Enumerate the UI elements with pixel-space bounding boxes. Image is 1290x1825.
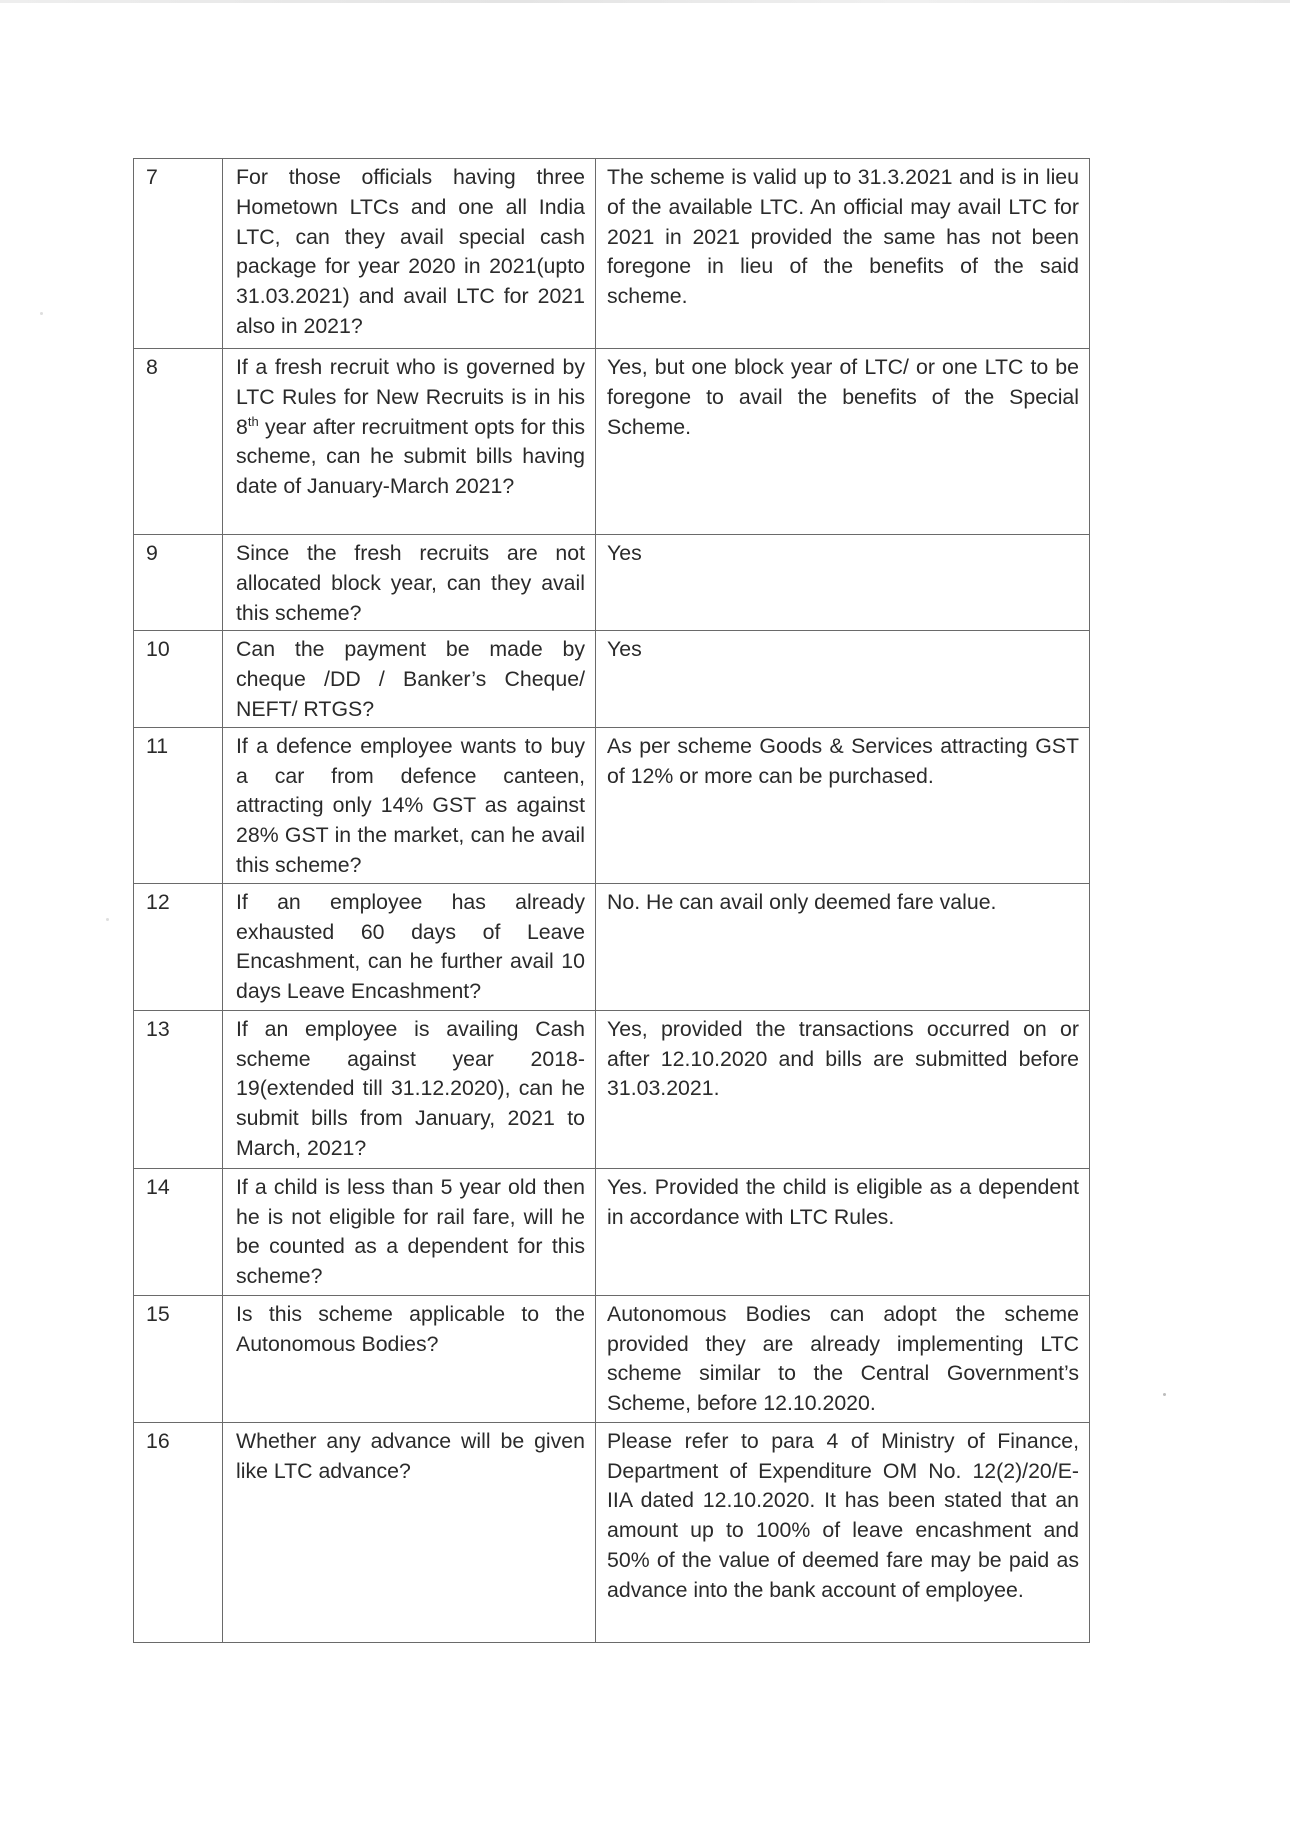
table-row bbox=[134, 883, 1090, 1010]
row-number: 15 bbox=[134, 1295, 223, 1422]
row-number: 13 bbox=[134, 1010, 223, 1168]
answer-cell: Autonomous Bodies can adopt the scheme provided they are already implementing LTC scheme similar to the Central Government’s Scheme, before 12.10.2020. bbox=[596, 1295, 1090, 1422]
table-row bbox=[134, 727, 1090, 883]
answer-cell: Yes, but one block year of LTC/ or one LTC to be foregone to avail the benefits of the Special Scheme. bbox=[596, 349, 1090, 535]
row-number: 16 bbox=[134, 1422, 223, 1642]
question-cell: Is this scheme applicable to the Autonomous Bodies? bbox=[223, 1295, 596, 1422]
table-row bbox=[134, 349, 1090, 535]
answer-cell: Yes bbox=[596, 535, 1090, 631]
question-cell bbox=[223, 349, 596, 535]
answer-cell: No. He can avail only deemed fare value. bbox=[596, 883, 1090, 1010]
answer-cell: As per scheme Goods & Services attracting GST of 12% or more can be purchased. bbox=[596, 727, 1090, 883]
scan-top-edge bbox=[0, 0, 1290, 3]
table-row bbox=[134, 1010, 1090, 1168]
faq-table bbox=[133, 158, 1090, 1643]
question-text-start: If a fresh recruit who is governed by LTC Rules for New Recruits is in his 8 bbox=[236, 355, 585, 439]
answer-cell: Yes bbox=[596, 631, 1090, 727]
question-cell: Whether any advance will be given like LTC advance? bbox=[223, 1422, 596, 1642]
row-number: 14 bbox=[134, 1168, 223, 1295]
table-row bbox=[134, 159, 1090, 349]
table-row bbox=[134, 631, 1090, 727]
answer-cell: Yes, provided the transactions occurred on or after 12.10.2020 and bills are submitted before 31.03.2021. bbox=[596, 1010, 1090, 1168]
question-cell: If a child is less than 5 year old then he is not eligible for rail fare, will he be counted as a dependent for this scheme? bbox=[223, 1168, 596, 1295]
scan-speck bbox=[40, 312, 43, 315]
scan-speck bbox=[106, 918, 109, 921]
row-number: 7 bbox=[134, 159, 223, 349]
row-number: 9 bbox=[134, 535, 223, 631]
answer-cell: The scheme is valid up to 31.3.2021 and is in lieu of the available LTC. An official may avail LTC for 2021 in 2021 provided the same has not been foregone in lieu of the benefits of the said scheme. bbox=[596, 159, 1090, 349]
answer-cell: Please refer to para 4 of Ministry of Finance, Department of Expenditure OM No. 12(2)/20/E-IIA dated 12.10.2020. It has been stated that an amount up to 100% of leave encashment and 50% of the value of deemed fare may be paid as advance into the bank account of employee. bbox=[596, 1422, 1090, 1642]
row-number: 12 bbox=[134, 883, 223, 1010]
row-number: 8 bbox=[134, 349, 223, 535]
table-row bbox=[134, 535, 1090, 631]
answer-cell: Yes. Provided the child is eligible as a dependent in accordance with LTC Rules. bbox=[596, 1168, 1090, 1295]
question-text-end: year after recruitment opts for this scheme, can he submit bills having date of January-March 2021? bbox=[236, 414, 585, 499]
table-row bbox=[134, 1422, 1090, 1642]
question-cell: Can the payment be made by cheque /DD / Banker’s Cheque/ NEFT/ RTGS? bbox=[223, 631, 596, 727]
table-row bbox=[134, 1168, 1090, 1295]
question-cell: If an employee is availing Cash scheme against year 2018-19(extended till 31.12.2020), can he submit bills from January, 2021 to March, 2021? bbox=[223, 1010, 596, 1168]
question-cell: If a defence employee wants to buy a car from defence canteen, attracting only 14% GST as against 28% GST in the market, can he avail this scheme? bbox=[223, 727, 596, 883]
question-cell: For those officials having three Hometown LTCs and one all India LTC, can they avail special cash package for year 2020 in 2021(upto 31.03.2021) and avail LTC for 2021 also in 2021? bbox=[223, 159, 596, 349]
scan-speck bbox=[1163, 1393, 1166, 1396]
question-cell: If an employee has already exhausted 60 days of Leave Encashment, can he further avail 10 days Leave Encashment? bbox=[223, 883, 596, 1010]
row-number: 10 bbox=[134, 631, 223, 727]
ordinal-superscript: th bbox=[247, 413, 259, 429]
table-row bbox=[134, 1295, 1090, 1422]
question-cell: Since the fresh recruits are not allocated block year, can they avail this scheme? bbox=[223, 535, 596, 631]
row-number: 11 bbox=[134, 727, 223, 883]
